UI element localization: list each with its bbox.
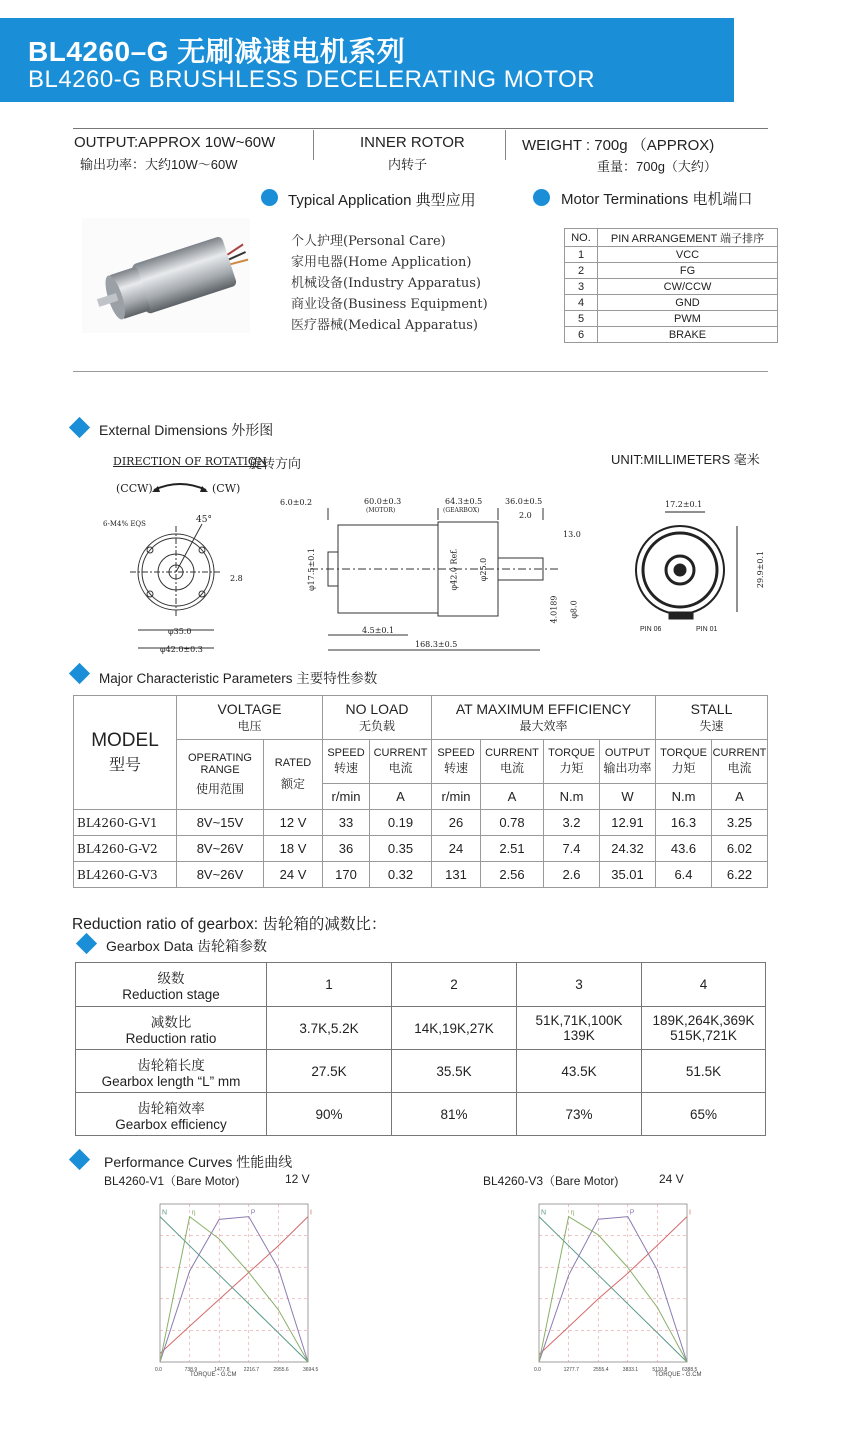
table-cell: 35.5K — [392, 1050, 517, 1093]
page-title-en: BL4260-G BRUSHLESS DECELERATING MOTOR — [28, 66, 596, 93]
model-cell: BL4260-G-V2 — [74, 836, 177, 862]
series-label: I — [310, 1209, 312, 1217]
table-row — [74, 836, 768, 862]
length-header-cn: 齿轮箱长度 — [137, 1057, 205, 1073]
diamond-bullet-icon — [76, 933, 97, 954]
dim-label: 45° — [196, 515, 212, 525]
output-spec: OUTPUT:APPROX 10W~60W — [74, 134, 276, 151]
series-label: P — [250, 1209, 256, 1217]
maxeff-header: AT MAXIMUM EFFICIENCY — [455, 701, 632, 717]
front-view-drawing — [100, 510, 240, 660]
pin-name: FG — [598, 263, 778, 279]
output-header: OUTPUT — [604, 747, 651, 759]
reduction-title: Reduction ratio of gearbox: 齿轮箱的减数比： — [72, 916, 387, 933]
pin-name: GND — [598, 295, 778, 311]
series-label: η — [191, 1209, 196, 1217]
stall-header: STALL — [690, 701, 733, 717]
x-tick-label: 5110.8 — [652, 1367, 668, 1373]
dim-label: 4.5±0.1 — [362, 626, 395, 635]
dim-label: PIN 01 — [696, 626, 718, 633]
application-item: 医疗器械(Medical Apparatus) — [291, 318, 478, 333]
dim-label: φ42.0 Ref. — [449, 548, 459, 591]
dim-label: 29.9±0.1 — [756, 550, 766, 589]
table-cell: 189K,264K,369K — [652, 1013, 755, 1028]
table-cell: 6.4 — [656, 862, 712, 888]
x-tick-label: 3833.1 — [622, 1367, 639, 1373]
table-cell: 131 — [432, 862, 481, 888]
rated-header-cn: 额定 — [280, 777, 305, 791]
torque-header-cn: 力矩 — [559, 761, 584, 775]
chart-title: BL4260-V1（Bare Motor) — [104, 1174, 240, 1188]
weight-spec: WEIGHT : 700g （APPROX) — [522, 137, 715, 154]
table-cell: 170 — [323, 862, 370, 888]
table-cell: 33 — [323, 810, 370, 836]
dim-label: 4.0189 — [549, 595, 559, 624]
gearbox-table — [75, 962, 766, 1136]
table-cell: 6.22 — [712, 862, 768, 888]
dim-label: 6.0±0.2 — [280, 498, 313, 507]
table-cell: 3.2 — [544, 810, 600, 836]
op-range-header-cn: 使用范围 — [195, 782, 244, 796]
x-tick-label: 0.0 — [534, 1367, 541, 1373]
table-cell: 3.7K,5.2K — [267, 1007, 392, 1050]
dim-label: 168.3±0.5 — [415, 640, 458, 649]
unit-cell: N.m — [544, 784, 600, 810]
rotation-arrow-icon — [150, 480, 210, 494]
dim-label: 6-M4% EQS — [103, 520, 146, 528]
noload-header: NO LOAD — [345, 701, 409, 717]
plot-area — [160, 1204, 308, 1362]
title-banner — [0, 18, 734, 102]
current-header: CURRENT — [485, 747, 539, 759]
pin-name: VCC — [598, 247, 778, 263]
dim-label: φ35.0 — [168, 627, 192, 636]
length-header: Gearbox length “L” mm — [101, 1073, 241, 1089]
current-header-cn: 电流 — [499, 761, 524, 775]
dim-label: 17.2±0.1 — [665, 500, 703, 509]
pin-no: 3 — [565, 279, 598, 295]
table-cell: 8V~15V — [177, 810, 264, 836]
rotation-label-cn: 旋转方向 — [249, 456, 302, 471]
current-header-cn: 电流 — [388, 761, 413, 775]
pin-no: 6 — [565, 327, 598, 343]
speed-header-cn: 转速 — [443, 761, 468, 775]
x-tick-label: 0.0 — [155, 1367, 162, 1373]
table-cell: 35.01 — [600, 862, 656, 888]
output-spec-cn: 输出功率：大约10W～60W — [80, 157, 238, 172]
table-cell: 51.5K — [642, 1050, 766, 1093]
model-cell: BL4260-G-V1 — [74, 810, 177, 836]
parameters-heading: Major Characteristic Parameters 主要特性参数 — [99, 671, 378, 686]
dim-label: 64.3±0.5 — [445, 497, 483, 506]
dim-label: φ42.0±0.3 — [160, 645, 203, 654]
page-title-cn: BL4260–G 无刷减速电机系列 — [28, 36, 406, 67]
pin-table — [564, 228, 778, 343]
table-cell: 0.32 — [370, 862, 432, 888]
noload-header-cn: 无负载 — [358, 719, 395, 733]
model-header-cn: 型号 — [108, 757, 141, 774]
dim-label: PIN 06 — [640, 626, 662, 633]
pin-no: 1 — [565, 247, 598, 263]
rotor-spec: INNER ROTOR — [360, 134, 465, 151]
table-cell: 27.5K — [267, 1050, 392, 1093]
table-cell: 12 V — [264, 810, 323, 836]
chart-title: BL4260-V3（Bare Motor) — [483, 1174, 619, 1188]
pin-name: PWM — [598, 311, 778, 327]
x-tick-label: 1277.7 — [563, 1367, 579, 1373]
application-item: 机械设备(Industry Apparatus) — [291, 276, 481, 291]
unit-cell: W — [600, 784, 656, 810]
x-tick-label: 3694.5 — [303, 1367, 319, 1373]
table-cell: 43.5K — [517, 1050, 642, 1093]
divider — [505, 130, 506, 160]
unit-cell: A — [481, 784, 544, 810]
application-item: 家用电器(Home Application) — [291, 255, 472, 270]
divider — [73, 371, 768, 372]
table-cell: 24 — [432, 836, 481, 862]
ratio-header: Reduction ratio — [125, 1030, 217, 1046]
pin-no: 4 — [565, 295, 598, 311]
x-tick-label: 2955.6 — [273, 1367, 289, 1373]
gearbox-heading: Gearbox Data 齿轮箱参数 — [106, 938, 268, 954]
current-header: CURRENT — [712, 747, 767, 759]
x-tick-label: 1477.8 — [214, 1367, 230, 1373]
table-cell: 24 V — [264, 862, 323, 888]
pin-col-arrangement: PIN ARRANGEMENT 端子排序 — [598, 229, 778, 247]
efficiency-header-cn: 齿轮箱效率 — [137, 1100, 205, 1116]
side-view-drawing — [290, 500, 590, 660]
rotor-spec-cn: 内转子 — [388, 157, 428, 172]
pin-name: BRAKE — [598, 327, 778, 343]
x-tick-label: 2216.7 — [243, 1367, 260, 1373]
dim-label: 2.8 — [230, 574, 243, 583]
diamond-bullet-icon — [69, 1149, 90, 1170]
rear-view-drawing — [625, 500, 775, 640]
dim-label: 36.0±0.5 — [505, 497, 543, 506]
table-cell: 0.78 — [481, 810, 544, 836]
unit-label: UNIT:MILLIMETERS 毫米 — [611, 452, 760, 467]
chart-xlabel: TORQUE - G.CM — [655, 1372, 702, 1378]
dim-label: φ17.5±0.1 — [306, 548, 316, 591]
speed-header: SPEED — [327, 747, 365, 759]
stage-header: Reduction stage — [122, 987, 220, 1002]
maxeff-header-cn: 最大效率 — [519, 719, 568, 733]
efficiency-header: Gearbox efficiency — [115, 1116, 227, 1132]
table-cell: 6.02 — [712, 836, 768, 862]
application-item: 商业设备(Business Equipment) — [291, 297, 488, 312]
op-range-header: OPERATING RANGE — [188, 752, 252, 776]
ratio-header-cn: 减数比 — [150, 1014, 192, 1030]
dim-label: 13.0 — [563, 530, 581, 539]
unit-cell: A — [712, 784, 768, 810]
typical-application-heading: Typical Application 典型应用 — [288, 192, 476, 209]
current-header-cn: 电流 — [727, 761, 752, 775]
table-cell: 3 — [517, 963, 642, 1007]
series-label: η — [570, 1209, 575, 1217]
chart-xlabel: TORQUE - G.CM — [190, 1372, 237, 1378]
model-header: MODEL — [91, 730, 159, 751]
performance-chart-v1 — [100, 1192, 319, 1382]
table-cell: 90% — [267, 1093, 392, 1136]
table-cell: 36 — [323, 836, 370, 862]
bullet-icon — [533, 189, 550, 206]
performance-chart-v3 — [479, 1192, 698, 1382]
divider — [313, 130, 314, 160]
table-cell: 2.56 — [481, 862, 544, 888]
table-cell: 515K,721K — [670, 1028, 737, 1043]
dimensions-heading: External Dimensions 外形图 — [99, 422, 274, 438]
cw-label: (CW) — [212, 482, 241, 495]
speed-header-cn: 转速 — [333, 761, 358, 775]
table-cell: 16.3 — [656, 810, 712, 836]
ccw-label: (CCW) — [116, 482, 153, 495]
table-cell: 1 — [267, 963, 392, 1007]
table-cell: 2.6 — [544, 862, 600, 888]
stall-header-cn: 失速 — [699, 719, 724, 733]
pin-col-no: NO. — [565, 229, 598, 247]
motor-photo — [82, 218, 250, 333]
chart-voltage: 24 V — [659, 1172, 684, 1186]
stage-header-cn: 级数 — [157, 971, 185, 986]
plot-area — [539, 1204, 687, 1362]
torque-header: TORQUE — [548, 747, 595, 759]
dim-label: (MOTOR) — [366, 507, 396, 514]
x-tick-label: 6388.5 — [682, 1367, 698, 1373]
table-cell: 65% — [642, 1093, 766, 1136]
table-cell: 24.32 — [600, 836, 656, 862]
table-cell: 0.19 — [370, 810, 432, 836]
pin-no: 2 — [565, 263, 598, 279]
table-cell: 51K,71K,100K — [535, 1013, 623, 1028]
table-cell: 12.91 — [600, 810, 656, 836]
dim-label: (GEARBOX) — [443, 507, 480, 514]
unit-cell: A — [370, 784, 432, 810]
output-header-cn: 输出功率 — [603, 761, 652, 775]
table-cell: 18 V — [264, 836, 323, 862]
table-cell: 8V~26V — [177, 836, 264, 862]
terminations-heading: Motor Terminations 电机端口 — [561, 191, 753, 208]
voltage-header: VOLTAGE — [217, 701, 282, 717]
divider — [73, 128, 768, 129]
series-label: N — [541, 1209, 547, 1217]
application-item: 个人护理(Personal Care) — [291, 234, 446, 249]
torque-header-cn: 力矩 — [671, 761, 696, 775]
unit-cell: r/min — [432, 784, 481, 810]
rated-header: RATED — [274, 757, 312, 769]
table-cell: 7.4 — [544, 836, 600, 862]
series-label: N — [162, 1209, 168, 1217]
current-header: CURRENT — [373, 747, 428, 759]
series-label: P — [629, 1209, 635, 1217]
table-cell: 43.6 — [656, 836, 712, 862]
voltage-header-cn: 电压 — [237, 719, 262, 733]
table-cell: 0.35 — [370, 836, 432, 862]
table-cell: 73% — [517, 1093, 642, 1136]
table-cell: 3.25 — [712, 810, 768, 836]
series-label: I — [689, 1209, 691, 1217]
performance-heading: Performance Curves 性能曲线 — [104, 1154, 293, 1170]
pin-no: 5 — [565, 311, 598, 327]
dim-label: 2.0 — [519, 511, 532, 520]
table-row — [74, 862, 768, 888]
unit-cell: r/min — [323, 784, 370, 810]
x-tick-label: 738.9 — [184, 1367, 198, 1373]
table-cell: 8V~26V — [177, 862, 264, 888]
dim-label: φ25.0 — [479, 557, 489, 582]
bullet-icon — [261, 189, 278, 206]
unit-cell: N.m — [656, 784, 712, 810]
speed-header: SPEED — [437, 747, 475, 759]
diamond-bullet-icon — [69, 417, 90, 438]
table-cell: 2.51 — [481, 836, 544, 862]
x-tick-label: 2555.4 — [593, 1367, 609, 1373]
rotation-label: DIRECTION OF ROTATION — [113, 455, 267, 468]
table-cell: 2 — [392, 963, 517, 1007]
dim-label: φ8.0 — [569, 600, 579, 619]
pin-name: CW/CCW — [598, 279, 778, 295]
table-cell: 139K — [563, 1028, 595, 1043]
weight-spec-cn: 重量：700g（大约） — [597, 159, 717, 174]
dim-label: 60.0±0.3 — [364, 497, 402, 506]
parameters-table — [73, 695, 768, 888]
table-cell: 4 — [642, 963, 766, 1007]
diamond-bullet-icon — [69, 663, 90, 684]
table-cell: 26 — [432, 810, 481, 836]
table-row — [74, 810, 768, 836]
model-cell: BL4260-G-V3 — [74, 862, 177, 888]
torque-header: TORQUE — [660, 747, 707, 759]
table-cell: 14K,19K,27K — [392, 1007, 517, 1050]
chart-voltage: 12 V — [285, 1172, 310, 1186]
table-cell: 81% — [392, 1093, 517, 1136]
